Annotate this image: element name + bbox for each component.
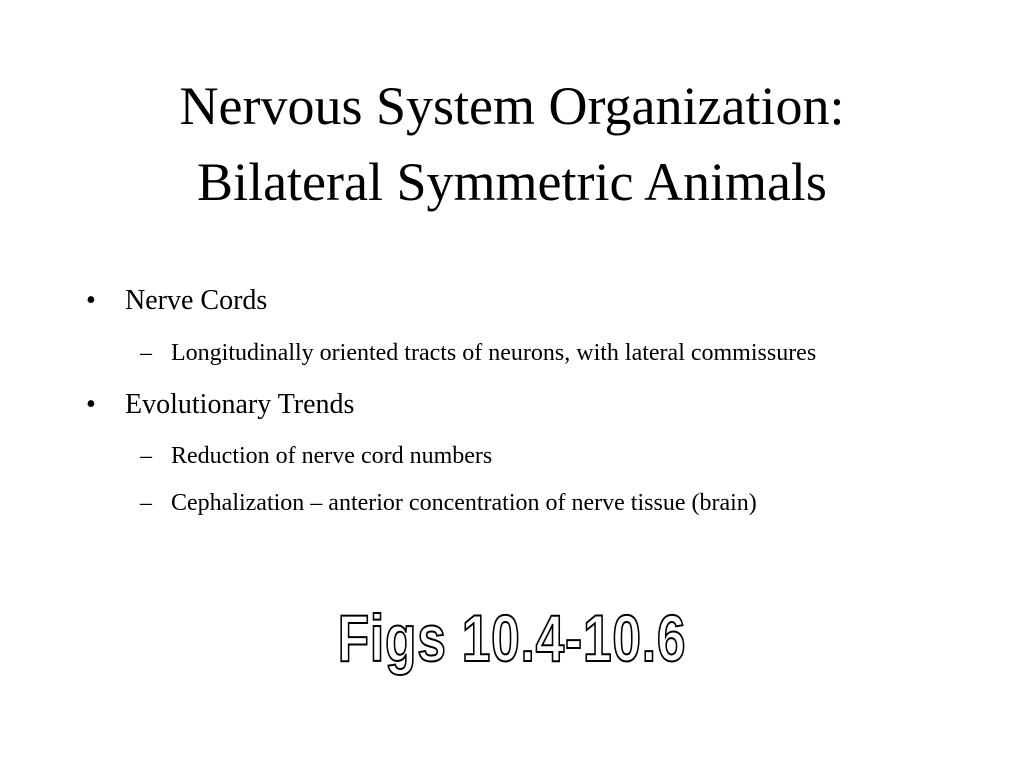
sub-bullet-marker: –	[140, 490, 152, 516]
sub-bullet-text: Longitudinally oriented tracts of neurons, with lateral commissures	[171, 340, 817, 366]
sub-bullet-item-longitudinal-tracts	[140, 338, 817, 368]
bullet-marker: •	[86, 389, 96, 420]
bullet-item-nerve-cords	[86, 284, 268, 318]
bullet-item-evolutionary-trends	[86, 388, 355, 422]
sub-bullet-item-cephalization	[140, 488, 757, 518]
figure-reference: Figs 10.4-10.6	[337, 601, 687, 675]
slide-title-line-2: Bilateral Symmetric Animals	[197, 152, 827, 212]
sub-bullet-marker: –	[140, 340, 152, 366]
sub-bullet-item-reduction	[140, 441, 493, 471]
sub-bullet-text: Reduction of nerve cord numbers	[171, 443, 493, 469]
sub-bullet-text: Cephalization – anterior concentration of nerve tissue (brain)	[171, 490, 757, 516]
slide-title-line-1: Nervous System Organization:	[179, 76, 845, 136]
bullet-text: Nerve Cords	[125, 285, 268, 316]
bullet-marker: •	[86, 285, 96, 316]
sub-bullet-marker: –	[140, 443, 152, 469]
bullet-text: Evolutionary Trends	[125, 389, 355, 420]
